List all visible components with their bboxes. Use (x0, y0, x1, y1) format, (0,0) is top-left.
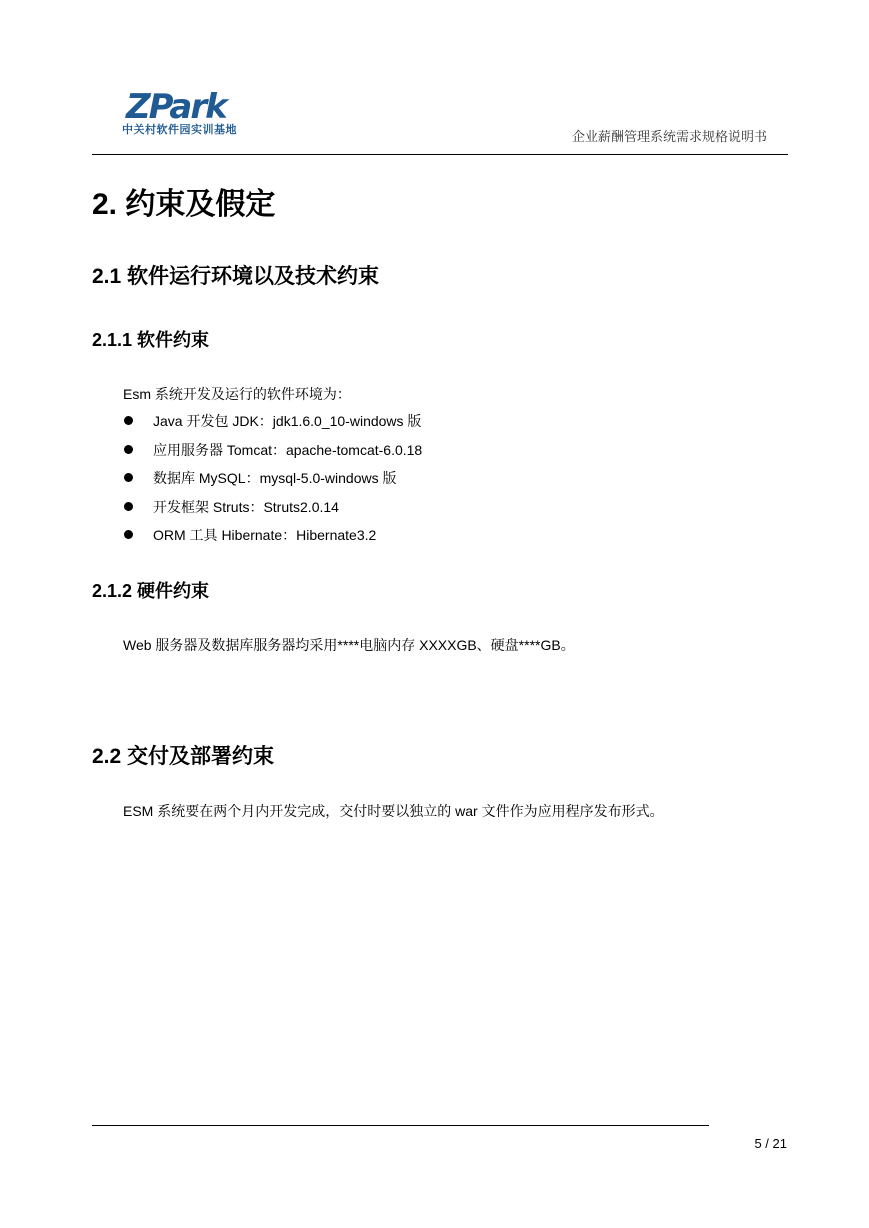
list-item-text: 应用服务器 Tomcat：apache-tomcat-6.0.18 (153, 441, 423, 458)
list-item-text: Java 开发包 JDK：jdk1.6.0_10-windows 版 (153, 413, 422, 429)
list-item (123, 412, 422, 441)
bullet-icon (124, 473, 133, 482)
header-divider (92, 154, 788, 155)
list-item (123, 498, 422, 527)
hardware-text: Web 服务器及数据库服务器均采用****电脑内存 XXXXGB、硬盘****GB。 (123, 637, 575, 653)
page-number: 5 / 21 (754, 1136, 787, 1151)
software-intro: Esm 系统开发及运行的软件环境为： (123, 386, 351, 402)
delivery-text: ESM 系统要在两个月内开发完成，交付时要以独立的 war 文件作为应用程序发布形式。 (123, 803, 664, 819)
subsection-heading-2-1-2: 2.1.2 硬件约束 (92, 581, 210, 601)
bullet-icon (124, 416, 133, 425)
list-item-text: 开发框架 Struts：Struts2.0.14 (153, 498, 339, 515)
footer-divider (92, 1125, 709, 1126)
subsection-heading-2-1-1: 2.1.1 软件约束 (92, 330, 210, 350)
logo-wordmark: ZPark (126, 87, 226, 127)
list-item (123, 441, 422, 470)
bullet-icon (124, 502, 133, 511)
list-item-text: 数据库 MySQL：mysql-5.0-windows 版 (153, 470, 397, 486)
chapter-heading: 2. 约束及假定 (92, 188, 276, 221)
zpark-logo (122, 87, 262, 136)
bullet-icon (124, 445, 133, 454)
list-item-text: ORM 工具 Hibernate：Hibernate3.2 (153, 527, 377, 543)
document-title: 企业薪酬管理系统需求规格说明书 (571, 130, 767, 145)
software-list (123, 412, 422, 555)
list-item (123, 526, 422, 555)
logo-tagline: 中关村软件园实训基地 (122, 124, 237, 136)
section-heading-2-2: 2.2 交付及部署约束 (92, 745, 275, 768)
section-heading-2-1: 2.1 软件运行环境以及技术约束 (92, 265, 380, 288)
bullet-icon (124, 530, 133, 539)
list-item (123, 469, 422, 498)
